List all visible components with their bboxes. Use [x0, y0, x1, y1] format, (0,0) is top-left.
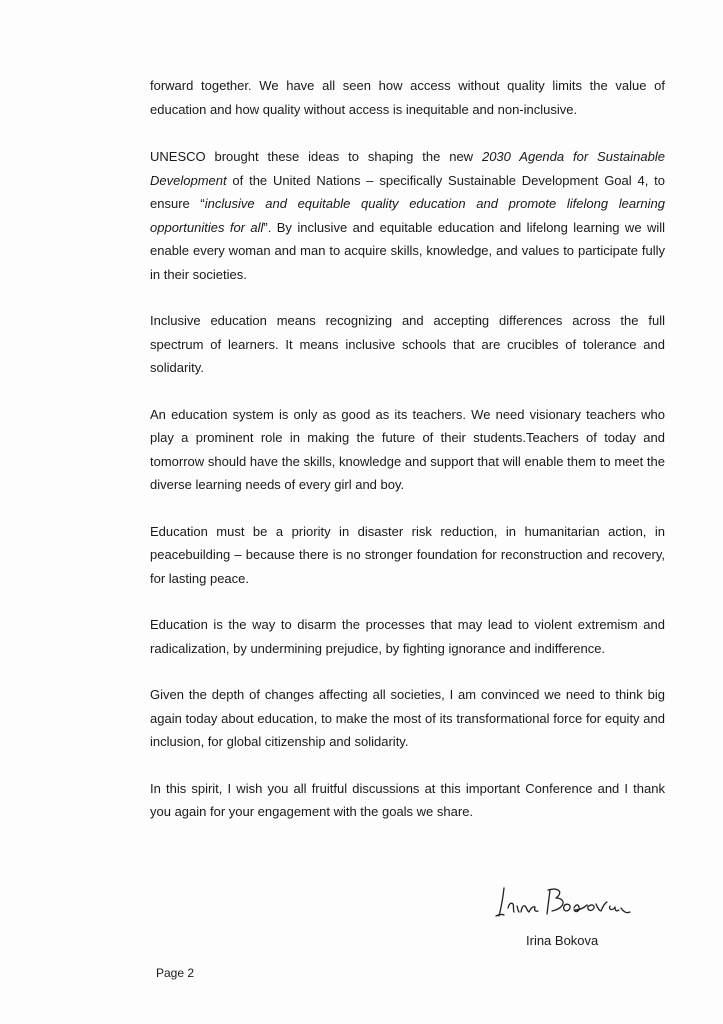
paragraph-inclusive-education: Inclusive education means recognizing and accepting differences across the full spectrum of learners. It means inclusive schools that are crucibles of tolerance and solidarity.: [150, 313, 665, 375]
letter-body: [150, 74, 665, 847]
unesco-text-part1: UNESCO brought these ideas to shaping the new: [150, 149, 482, 164]
unesco-text-part3: ”. By inclusive and equitable education and lifelong learning we will enable every woman and man to acquire skills, knowledge, and values to participate fully in their societies.: [150, 219, 665, 282]
sdg4-quote: inclusive and equitable quality education and promote lifelong learning opportunities for all: [150, 196, 665, 235]
signer-name: Irina Bokova: [526, 933, 599, 948]
paragraph-closing: In this spirit, I wish you all fruitful discussions at this important Conference and I thank you again for your engagement with the goals we share.: [150, 780, 665, 819]
paragraph-extremism: Education is the way to disarm the processes that may lead to violent extremism and radicalization, by undermining prejudice, by fighting ignorance and indifference.: [150, 617, 665, 656]
paragraph-changes: Given the depth of changes affecting all societies, I am convinced we need to think big again today about education, to make the most of its transformational force for equity and inclusion, for global citizenship and solidarity.: [150, 687, 665, 749]
paragraph-teachers: An education system is only as good as its teachers. We need visionary teachers who play a prominent role in making the future of their students.Teachers of today and tomorrow should have the skills, knowledge and support that will enable them to meet the diverse learning needs of every girl and boy.: [150, 406, 665, 492]
unesco-text-part2: of the United Nations – specifically Sustainable Development Goal 4, to ensure “: [150, 172, 665, 211]
paragraph-access-quality: forward together. We have all seen how access without quality limits the value of education and how quality without access is inequitable and non-inclusive.: [150, 78, 665, 117]
paragraph-disaster-risk: Education must be a priority in disaster risk reduction, in humanitarian action, in peacebuilding – because there is no stronger foundation for reconstruction and recovery, for lasting peace.: [150, 523, 665, 586]
page-number: Page 2: [156, 966, 195, 980]
paragraph-unesco-agenda: [150, 145, 665, 286]
handwritten-signature: [492, 878, 652, 928]
agenda-title: 2030 Agenda for Sustainable Development: [150, 149, 665, 188]
